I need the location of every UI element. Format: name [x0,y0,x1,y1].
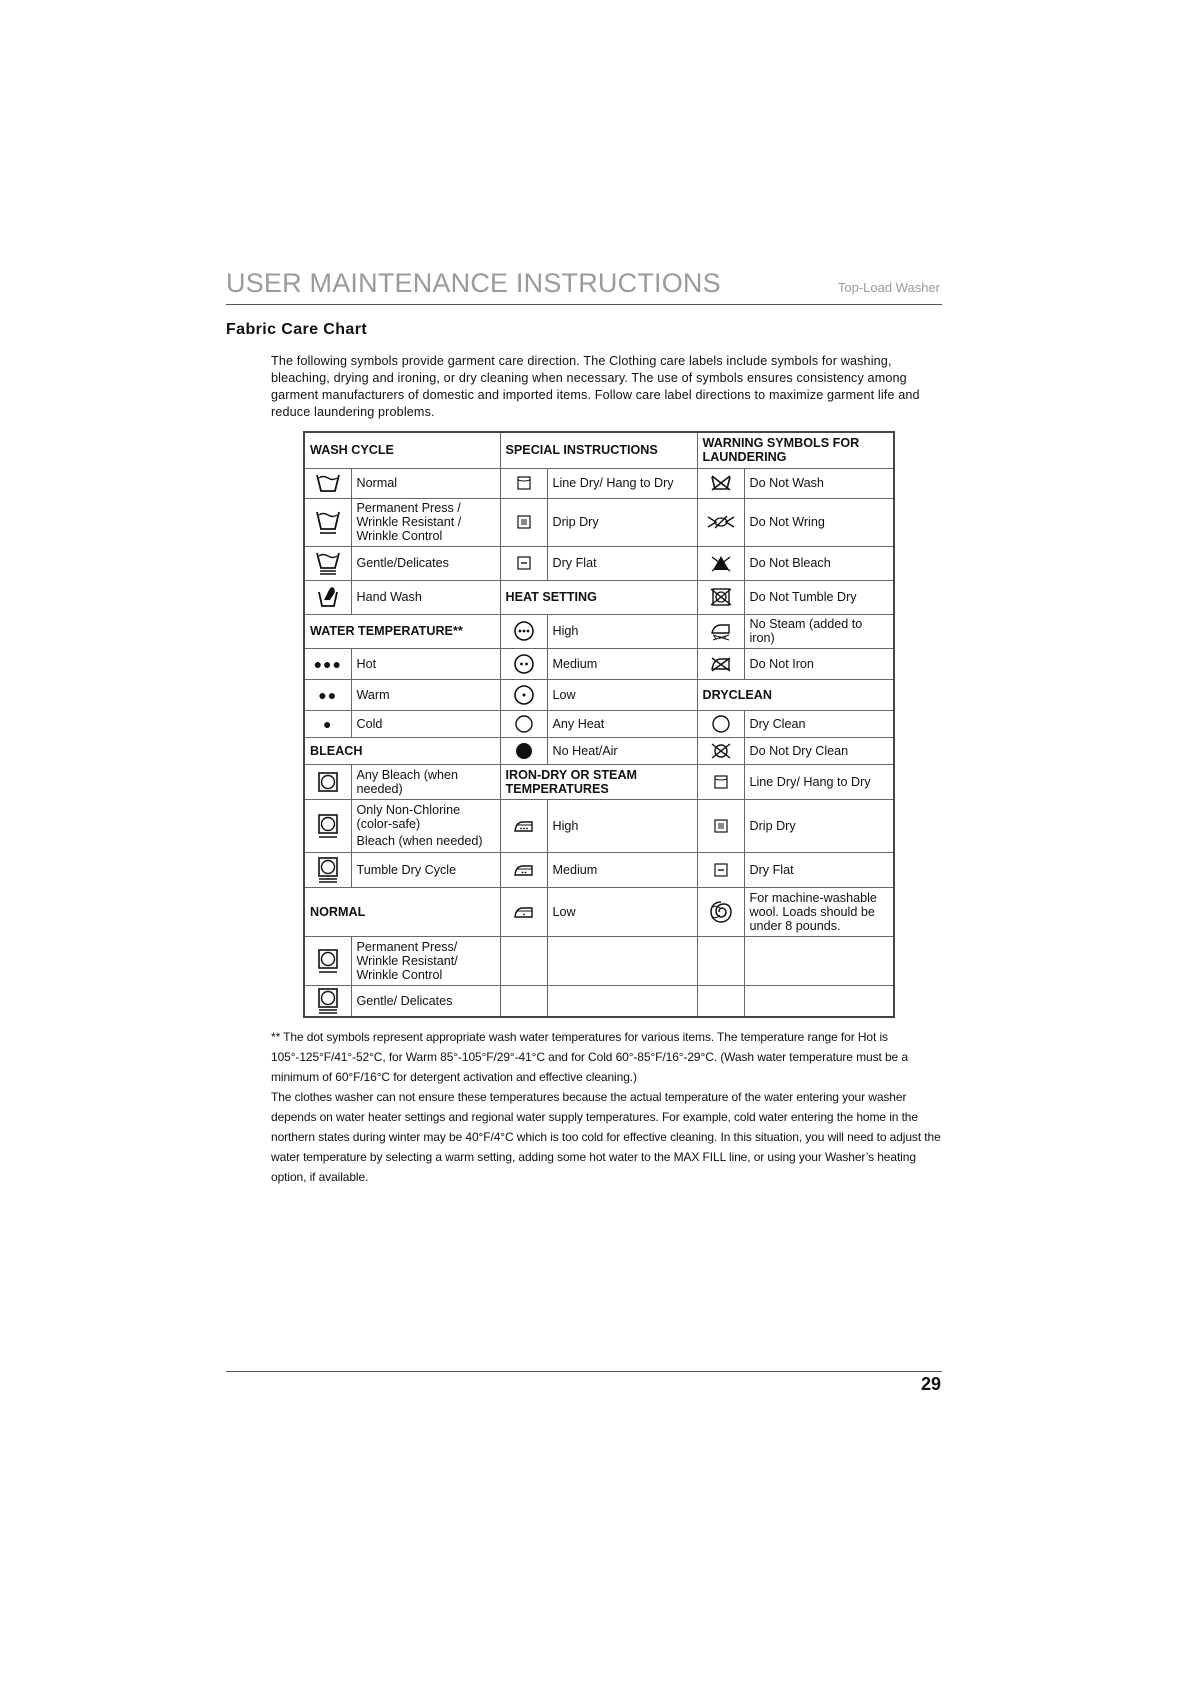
do-not-iron-icon [697,648,744,679]
footnotes [271,1027,943,1187]
empty-cell [744,936,894,985]
temperature-footnote: ** The dot symbols represent appropriate wash water temperatures for various items. The temperature range for Hot is 105°-125°F/41°-52°C, for Warm 85°-105°F/29°-41°C and for Cold 60°-85°F/16°-29°C. (Wash water temperature must be a minimum of 60°F/16°C for detergent activation and effective cleaning.) [271,1030,908,1084]
page-title: USER MAINTENANCE INSTRUCTIONS [226,268,721,298]
heat-medium-label: Medium [547,648,697,679]
section-title: Fabric Care Chart [226,321,368,338]
special-instructions-header: SPECIAL INSTRUCTIONS [500,432,697,468]
iron-icon [500,799,547,852]
do-not-dry-clean-icon [697,737,744,764]
heat-dot-icon [500,614,547,648]
line-dry-icon [500,468,547,498]
heat-dot-icon [500,679,547,710]
no-steam-icon [697,614,744,648]
empty-cell [547,936,697,985]
hand-wash-icon [304,580,351,614]
tumble-dry-icon [304,852,351,887]
washtub-icon [304,498,351,546]
wool-icon [697,887,744,936]
non-chlorine-bleach-cell [351,799,500,852]
cold-label: Cold [351,710,500,737]
tumble-dry-cycle-label: Tumble Dry Cycle [351,852,500,887]
empty-cell [697,936,744,985]
empty-cell [697,985,744,1017]
hand-wash-label: Hand Wash [351,580,500,614]
cold-dot-icon: ● [304,710,351,737]
do-not-wash-icon [697,468,744,498]
line-dry-label: Line Dry/ Hang to Dry [547,468,697,498]
perm-press-dry-label: Permanent Press/ Wrinkle Resistant/ Wrinkle Control [351,936,500,985]
dry-flat-label: Dry Flat [547,546,697,580]
iron-icon [500,887,547,936]
empty-cell [547,985,697,1017]
do-not-iron-label: Do Not Iron [744,648,894,679]
empty-cell [500,985,547,1017]
any-heat-icon [500,710,547,737]
washer-temperature-note: The clothes washer can not ensure these temperatures because the actual temperature of the water entering your washer depends on water heater settings and regional water supply temperatures. For example, cold water entering the home in the northern states during winter may be 40°F/4°C which is too cold for effective cleaning. In this situation, you will need to adjust the water temperature by selecting a warm setting, adding some hot water to the MAX FILL line, or using your Washer’s heating option, if available. [271,1090,941,1184]
empty-cell [744,985,894,1017]
dry-flat-label: Dry Flat [744,852,894,887]
page-number: 29 [920,1374,941,1394]
iron-temperatures-header: IRON-DRY OR STEAM TEMPERATURES [500,764,697,799]
intro-paragraph: The following symbols provide garment care direction. The Clothing care labels include symbols for washing, bleaching, drying and ironing, or dry cleaning when necessary. The use of symbols ensures consistency among garment manufacturers of domestic and imported items. Follow care label directions to maximize garment life and reduce laundering problems. [271,354,920,419]
warm-dots-icon: ●● [304,679,351,710]
wash-perm-press-label: Permanent Press / Wrinkle Resistant / Wrinkle Control [351,498,500,546]
iron-medium-label: Medium [547,852,697,887]
heat-low-label: Low [547,679,697,710]
heat-setting-header: HEAT SETTING [500,580,697,614]
line-dry-label: Line Dry/ Hang to Dry [744,764,894,799]
tumble-dry-icon [304,936,351,985]
iron-low-label: Low [547,887,697,936]
no-steam-label: No Steam (added to iron) [744,614,894,648]
warning-symbols-header: WARNING SYMBOLS FOR LAUNDERING [697,432,894,468]
do-not-wring-label: Do Not Wring [744,498,894,546]
line-dry-icon [697,764,744,799]
wash-gentle-label: Gentle/Delicates [351,546,500,580]
tumble-dry-icon [304,764,351,799]
do-not-tumble-dry-icon [697,580,744,614]
tumble-dry-icon [304,985,351,1017]
heat-high-label: High [547,614,697,648]
heat-dot-icon [500,648,547,679]
dry-flat-icon [697,852,744,887]
do-not-wash-label: Do Not Wash [744,468,894,498]
do-not-tumble-dry-label: Do Not Tumble Dry [744,580,894,614]
non-chlorine-label: Only Non-Chlorine (color-safe) [356,803,461,831]
any-heat-label: Any Heat [547,710,697,737]
drip-dry-icon [500,498,547,546]
iron-icon [500,852,547,887]
non-chlorine-note: Bleach (when needed) [356,834,483,848]
gentle-dry-label: Gentle/ Delicates [351,985,500,1017]
hot-label: Hot [351,648,500,679]
hot-dots-icon: ●●● [304,648,351,679]
fabric-care-table [303,431,895,1018]
dryclean-header: DRYCLEAN [697,679,894,710]
bleach-header: BLEACH [304,737,500,764]
wool-label: For machine-washable wool. Loads should be under 8 pounds. [744,887,894,936]
washtub-icon [304,468,351,498]
drip-dry-label: Drip Dry [744,799,894,852]
no-heat-icon [500,737,547,764]
do-not-bleach-label: Do Not Bleach [744,546,894,580]
normal-header: NORMAL [304,887,500,936]
washtub-icon [304,546,351,580]
do-not-bleach-icon [697,546,744,580]
empty-cell [500,936,547,985]
wash-cycle-header: WASH CYCLE [304,432,500,468]
drip-dry-icon [697,799,744,852]
do-not-dry-clean-label: Do Not Dry Clean [744,737,894,764]
dry-clean-icon [697,710,744,737]
dry-flat-icon [500,546,547,580]
page-header [226,268,942,305]
any-bleach-label: Any Bleach (when needed) [351,764,500,799]
water-temperature-header: WATER TEMPERATURE** [304,614,500,648]
wash-normal-label: Normal [351,468,500,498]
do-not-wring-icon [697,498,744,546]
dry-clean-label: Dry Clean [744,710,894,737]
tumble-dry-icon [304,799,351,852]
no-heat-label: No Heat/Air [547,737,697,764]
warm-label: Warm [351,679,500,710]
iron-high-label: High [547,799,697,852]
drip-dry-label: Drip Dry [547,498,697,546]
page-subtitle: Top-Load Washer [837,280,940,295]
footer-divider [226,1371,942,1372]
